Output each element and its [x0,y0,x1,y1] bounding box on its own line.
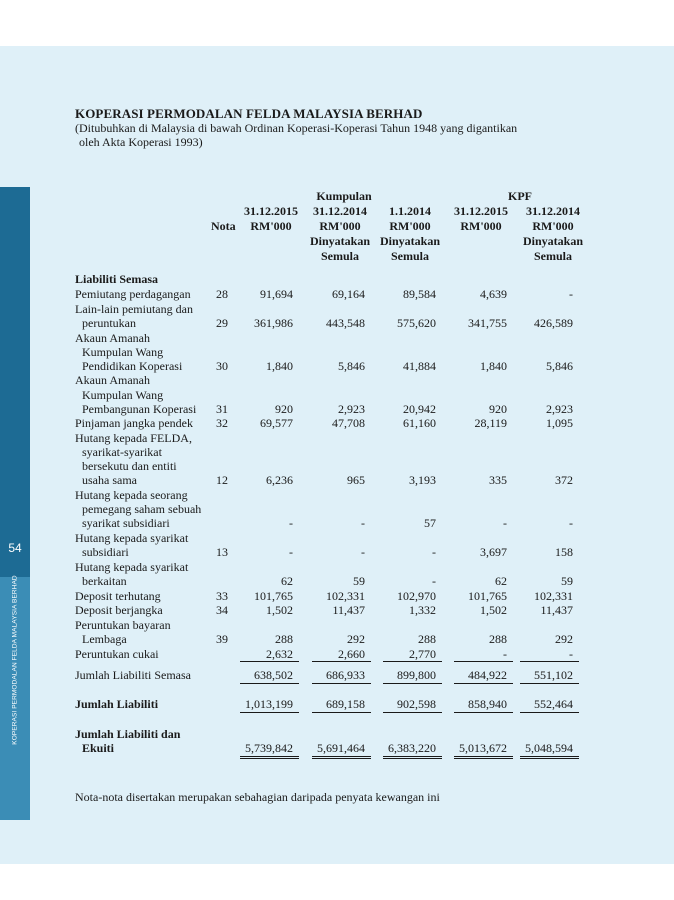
value-kpf-2014: - [569,646,573,661]
column-header-kpf-2014: 31.12.2014 RM'000 Dinyatakan Semula [522,204,584,263]
row-label: Pembangunan Koperasi [82,401,197,416]
column-header-kumpulan-1-1-2014: 1.1.2014 RM'000 Dinyatakan Semula [379,204,441,263]
row-label: Hutang kepada syarikat [75,530,189,545]
subtotal-rule-kpf-2014 [520,661,579,662]
value-kpf-2015: 4,639 [480,287,507,301]
value-kumpulan-1-1-2014: 102,970 [397,588,436,603]
total-rule-kpf-2014 [520,683,579,684]
row-label: subsidiari [82,545,129,559]
total-kumpulan-2015: 638,502 [254,668,293,682]
row-label: bersekutu dan entiti [82,459,177,474]
nota-header: Nota [211,219,236,233]
value-kpf-2015: 1,840 [480,358,507,373]
value-kumpulan-1-1-2014: 288 [418,632,436,646]
value-kpf-2014: 59 [561,573,573,588]
value-kpf-2015: - [503,646,507,661]
subtotal-rule-kumpulan-1-1-2014 [383,661,442,662]
total-rule-kpf-2015 [454,712,513,713]
total-rule-kpf-2014 [520,756,579,757]
value-kumpulan-1-1-2014: 2,770 [409,646,436,661]
value-kpf-2015: - [503,516,507,531]
row-label: Hutang kepada seorang [75,488,188,502]
total-kumpulan-2014: 686,933 [326,668,365,682]
row-label: Akaun Amanah [75,330,150,345]
total-kpf-2014: 5,048,594 [525,741,573,756]
total-kpf-2015: 484,922 [468,668,507,682]
row-label: Deposit terhutang [75,588,161,603]
row-label: Pinjaman jangka pendek [75,416,193,431]
value-kpf-2015: 288 [489,632,507,646]
value-kumpulan-2014: 102,331 [326,588,365,603]
value-kpf-2015: 101,765 [468,588,507,603]
total-kpf-2015: 858,940 [468,697,507,711]
total-rule-kumpulan-2015 [240,756,299,757]
section-label-liabiliti-semasa: Liabiliti Semasa [75,272,159,286]
value-kumpulan-2014: - [361,516,365,531]
value-kpf-2014: 1,095 [546,416,573,431]
total-label: Jumlah Liabiliti Semasa [75,668,191,682]
total-rule-kumpulan-1-1-2014 [383,756,442,757]
subtotal-rule-kumpulan-2014 [312,661,371,662]
value-kumpulan-1-1-2014: 89,584 [403,287,436,301]
value-kpf-2015: 335 [489,473,507,488]
value-kumpulan-1-1-2014: - [432,545,436,559]
value-kpf-2015: 920 [489,401,507,416]
value-kpf-2014: - [569,287,573,301]
note-number: 31 [216,401,228,416]
note-number: 34 [216,603,228,618]
total-kpf-2014: 552,464 [534,697,573,711]
value-kumpulan-2015: 101,765 [254,588,293,603]
subtotal-rule-kumpulan-2015 [240,661,299,662]
row-label: Akaun Amanah [75,373,150,388]
value-kumpulan-2015: 1,840 [266,358,293,373]
value-kumpulan-1-1-2014: 575,620 [397,315,436,330]
value-kumpulan-2015: - [289,516,293,531]
value-kpf-2014: 158 [555,545,573,559]
total-kumpulan-1-1-2014: 6,383,220 [388,741,436,756]
value-kumpulan-2014: 443,548 [326,315,365,330]
value-kumpulan-1-1-2014: - [432,573,436,588]
value-kumpulan-2014: 292 [347,632,365,646]
total-kpf-2014: 551,102 [534,668,573,682]
total-rule-kpf-2015 [454,756,513,757]
value-kumpulan-2015: - [289,545,293,559]
value-kumpulan-2015: 62 [281,573,293,588]
double-rule-kumpulan-2015 [240,758,299,759]
row-label: Peruntukan bayaran [75,617,171,632]
row-label: peruntukan [82,315,136,330]
total-rule-kumpulan-2015 [240,683,299,684]
value-kpf-2015: 3,697 [480,545,507,559]
value-kpf-2015: 1,502 [480,603,507,618]
value-kpf-2014: 372 [555,473,573,488]
row-label: Kumpulan Wang [82,387,164,402]
note-number: 12 [216,473,228,488]
organization-title: KOPERASI PERMODALAN FELDA MALAYSIA BERHAD [75,106,423,121]
subtitle-line-2: oleh Akta Koperasi 1993) [79,135,203,149]
value-kumpulan-1-1-2014: 3,193 [409,473,436,488]
total-rule-kumpulan-2014 [312,712,371,713]
value-kumpulan-2014: - [361,545,365,559]
row-label: syarikat subsidiari [82,516,170,531]
group-header-kumpulan: Kumpulan [316,189,372,203]
organization-subtitle [75,121,595,149]
total-rule-kumpulan-2014 [312,683,371,684]
row-label: Lembaga [82,632,127,646]
value-kumpulan-2015: 69,577 [260,416,293,431]
column-header-kpf-2015: 31.12.2015 RM'000 [454,204,508,233]
total-rule-kpf-2014 [520,712,579,713]
total-kumpulan-2015: 5,739,842 [245,741,293,756]
row-label: Kumpulan Wang [82,344,164,359]
value-kpf-2015: 62 [495,573,507,588]
total-label: Ekuiti [82,741,115,756]
note-number: 30 [216,358,228,373]
value-kpf-2014: 102,331 [534,588,573,603]
note-number: 13 [216,545,228,559]
value-kpf-2014: 2,923 [546,401,573,416]
total-rule-kumpulan-2014 [312,756,371,757]
row-label: Lain-lain pemiutang dan [75,301,193,316]
note-number: 33 [216,588,228,603]
total-rule-kumpulan-2015 [240,712,299,713]
subtitle-line-1: (Ditubuhkan di Malaysia di bawah Ordinan Koperasi-Koperasi Tahun 1948 yang digantikan [75,121,518,135]
total-kumpulan-1-1-2014: 902,598 [397,697,436,711]
value-kumpulan-1-1-2014: 57 [424,516,436,531]
value-kumpulan-2014: 5,846 [338,358,365,373]
value-kpf-2014: 11,437 [540,603,573,618]
value-kumpulan-1-1-2014: 41,884 [403,358,436,373]
note-number: 32 [216,416,228,431]
value-kpf-2015: 28,119 [474,416,507,431]
value-kumpulan-2014: 2,660 [338,646,365,661]
value-kumpulan-1-1-2014: 61,160 [403,416,436,431]
double-rule-kpf-2015 [454,758,513,759]
note-number: 39 [216,632,228,646]
double-rule-kumpulan-1-1-2014 [383,758,442,759]
row-label: berkaitan [82,573,127,588]
total-kumpulan-2015: 1,013,199 [245,697,293,711]
double-rule-kumpulan-2014 [312,758,371,759]
double-rule-kpf-2014 [520,758,579,759]
row-label: Hutang kepada FELDA, [75,431,192,445]
note-number: 28 [216,287,228,301]
page-number: 54 [8,541,22,555]
column-header-kumpulan-2015: 31.12.2015 RM'000 [244,204,298,233]
row-label: Pemiutang perdagangan [75,287,191,301]
value-kumpulan-2015: 6,236 [266,473,293,488]
value-kumpulan-2014: 47,708 [332,416,365,431]
value-kpf-2014: 292 [555,632,573,646]
total-kumpulan-1-1-2014: 899,800 [397,668,436,682]
value-kumpulan-2015: 2,632 [266,646,293,661]
value-kpf-2014: 426,589 [534,315,573,330]
value-kumpulan-2015: 361,986 [254,315,293,330]
row-label: Deposit berjangka [75,603,163,618]
value-kumpulan-2015: 91,694 [260,287,293,301]
value-kumpulan-1-1-2014: 1,332 [409,603,436,618]
total-rule-kumpulan-1-1-2014 [383,712,442,713]
value-kpf-2014: 5,846 [546,358,573,373]
total-kpf-2015: 5,013,672 [459,741,507,756]
total-rule-kumpulan-1-1-2014 [383,683,442,684]
value-kumpulan-2015: 288 [275,632,293,646]
row-label: Hutang kepada syarikat [75,559,189,574]
value-kpf-2014: - [569,516,573,531]
row-label: usaha sama [82,473,137,488]
value-kumpulan-2014: 11,437 [332,603,365,618]
sidebar-tab [0,187,30,577]
value-kumpulan-2014: 59 [353,573,365,588]
footnote: Nota-nota disertakan merupakan sebahagian daripada penyata kewangan ini [75,790,440,804]
total-kumpulan-2014: 5,691,464 [317,741,365,756]
sidebar-vertical-title: KOPERASI PERMODALAN FELDA MALAYSIA BERHAD [11,575,19,745]
note-number: 29 [216,315,228,330]
group-header-kpf: KPF [508,189,532,203]
value-kumpulan-1-1-2014: 20,942 [403,401,436,416]
row-label: pemegang saham sebuah [82,502,202,517]
value-kumpulan-2014: 2,923 [338,401,365,416]
value-kumpulan-2015: 920 [275,401,293,416]
row-label: Peruntukan cukai [75,646,159,661]
total-kumpulan-2014: 689,158 [326,697,365,711]
value-kumpulan-2014: 69,164 [332,287,365,301]
total-label: Jumlah Liabiliti dan [75,727,181,741]
value-kpf-2015: 341,755 [468,315,507,330]
column-header-kumpulan-2014: 31.12.2014 RM'000 Dinyatakan Semula [309,204,371,263]
value-kumpulan-2014: 965 [347,473,365,488]
value-kumpulan-2015: 1,502 [266,603,293,618]
row-label: Pendidikan Koperasi [82,358,183,373]
row-label: syarikat-syarikat [82,445,162,460]
total-rule-kpf-2015 [454,683,513,684]
subtotal-rule-kpf-2015 [454,661,513,662]
total-label: Jumlah Liabiliti [75,697,159,711]
